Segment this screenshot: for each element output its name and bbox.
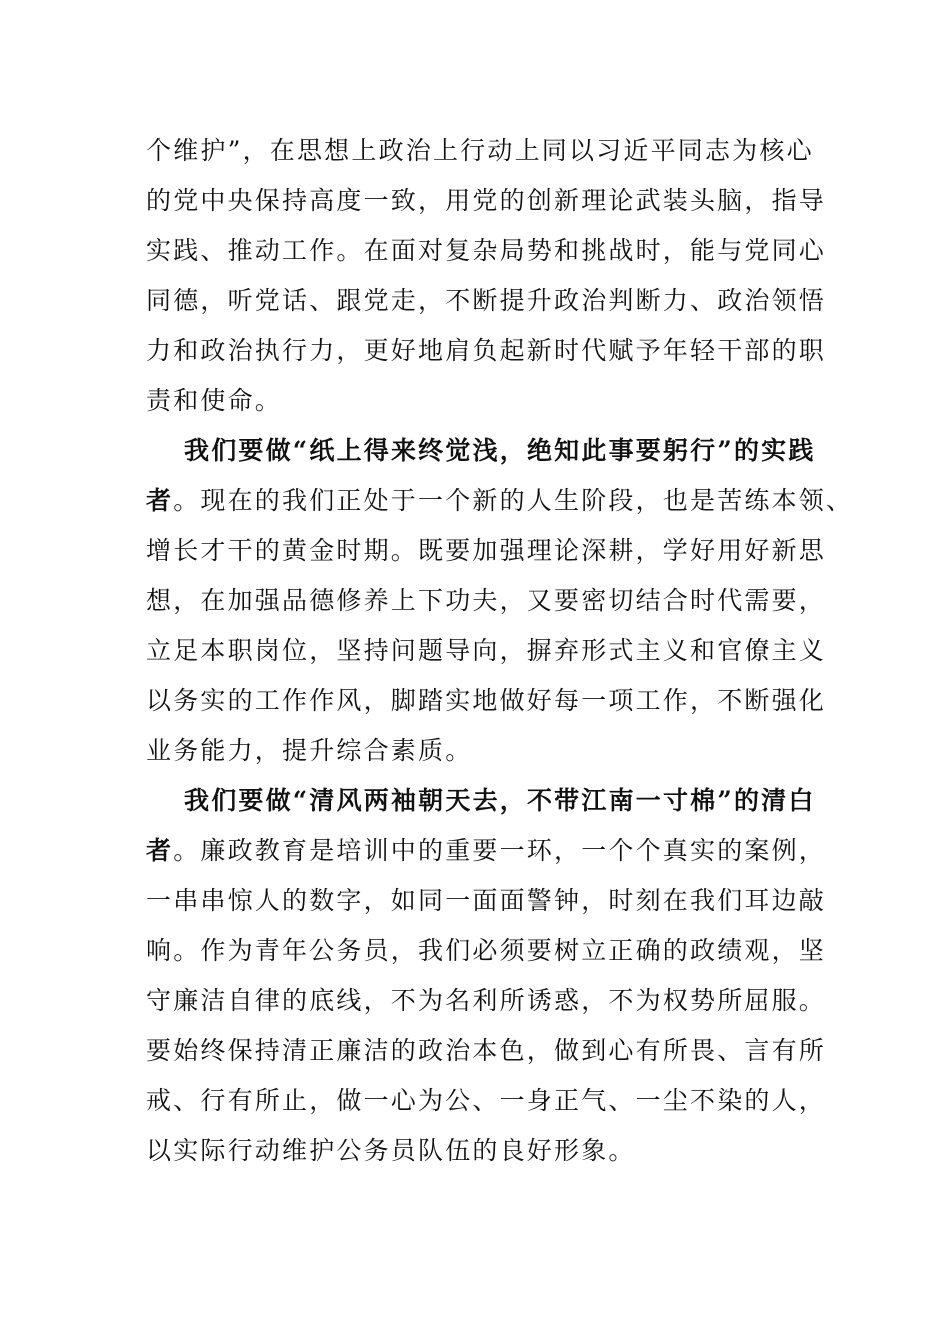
text-line: 以实际行动维护公务员队伍的良好形象。 [146, 1136, 636, 1165]
text-line-rest: 。廉政教育是培训中的重要一环，一个个真实的案例， [173, 836, 827, 865]
text-line: 要始终保持清正廉洁的政治本色，做到心有所畏、言有所 [146, 1036, 827, 1065]
text-line [146, 485, 853, 517]
text-line: 同德，听党话、跟党走，不断提升政治判断力、政治领悟 [146, 286, 827, 315]
text-line [146, 835, 826, 867]
text-line: 增长才干的黄金时期。既要加强理论深耕，学好用好新思 [146, 536, 827, 565]
text-line: 戒、行有所止，做一心为公、一身正气、一尘不染的人， [146, 1086, 827, 1115]
text-line: 业务能力，提升综合素质。 [146, 736, 473, 765]
text-line: 一串串惊人的数字，如同一面面警钟，时刻在我们耳边敲 [146, 886, 827, 915]
text-line: 立足本职岗位，坚持问题导向，摒弃形式主义和官僚主义 [146, 636, 827, 665]
text-line-rest: 。现在的我们正处于一个新的人生阶段，也是苦练本领、 [173, 486, 854, 515]
text-line: 以务实的工作作风，脚踏实地做好每一项工作，不断强化 [146, 686, 827, 715]
section-heading-tail: 者 [146, 836, 174, 865]
text-line: 责和使命。 [146, 386, 283, 415]
text-line: 守廉洁自律的底线，不为名利所诱惑，不为权势所屈服。 [146, 986, 827, 1015]
text-line: 的党中央保持高度一致，用党的创新理论武装头脑，指导 [146, 186, 827, 215]
section-heading: 我们要做“清风两袖朝天去，不带江南一寸棉”的清白 [184, 786, 816, 815]
text-line: 个维护”，在思想上政治上行动上同以习近平同志为核心 [146, 136, 814, 165]
text-line: 想，在加强品德修养上下功夫，又要密切结合时代需要， [146, 586, 827, 615]
text-line: 响。作为青年公务员，我们必须要树立正确的政绩观，坚 [146, 936, 827, 965]
text-line: 实践、推动工作。在面对复杂局势和挑战时，能与党同心 [146, 236, 827, 265]
section-heading-tail: 者 [146, 486, 174, 515]
text-line: 力和政治执行力，更好地肩负起新时代赋予年轻干部的职 [146, 336, 827, 365]
section-heading: 我们要做“纸上得来终觉浅，绝知此事要躬行”的实践 [184, 436, 816, 465]
